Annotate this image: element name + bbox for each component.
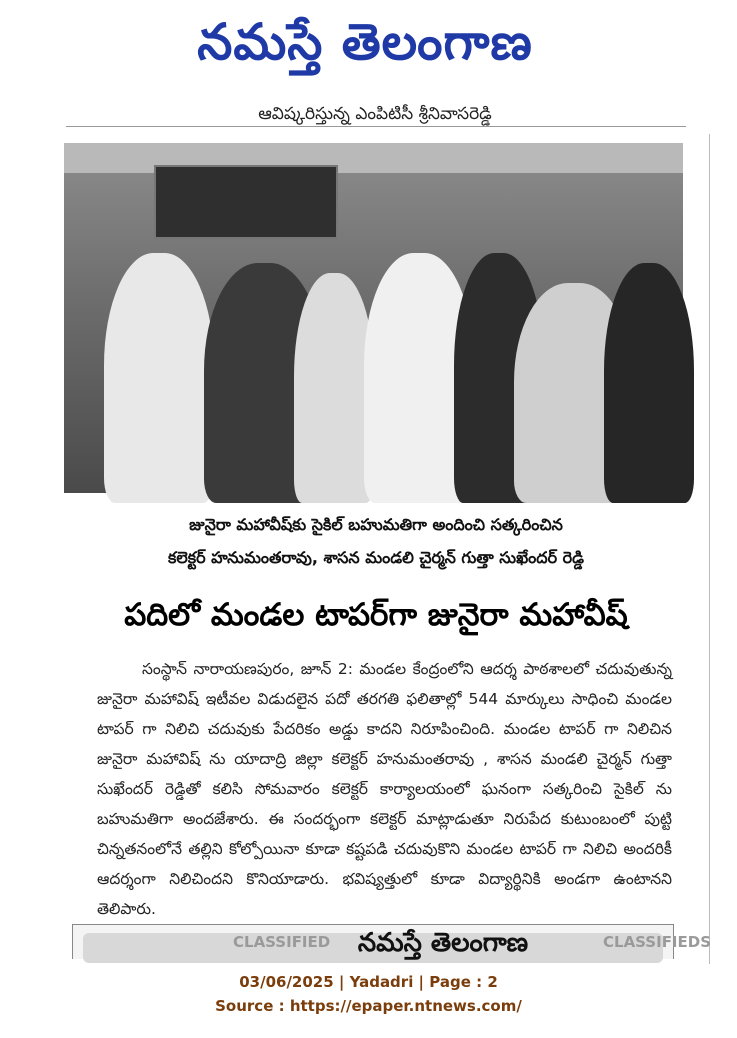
ad-left-label: CLASSIFIED xyxy=(233,933,331,951)
photo-person xyxy=(604,263,694,503)
ad-right-label: CLASSIFIEDS xyxy=(603,933,712,951)
caption-line-1: జునైరా మహావీష్‌కు సైకిల్ బహుమతిగా అందించి సత్కరించిన xyxy=(189,515,563,534)
photo-banner xyxy=(154,165,338,239)
photo-caption xyxy=(66,508,686,574)
cut-off-caption: ఆవిష్కరిస్తున్న ఎంపిటిసీ శ్రీనివాసరెడ్డి xyxy=(258,104,492,124)
masthead-title: నమస్తే తెలంగాణ xyxy=(197,13,533,71)
classified-ad-strip xyxy=(72,924,712,959)
footer-source-link[interactable]: Source : https://epaper.ntnews.com/ xyxy=(215,997,522,1015)
top-divider xyxy=(66,126,686,127)
article-headline: పదిలో మండల టాపర్‌గా జునైరా మహావీష్ xyxy=(124,597,628,633)
article-body: సంస్థాన్ నారాయణపురం, జూన్ 2: మండల కేంద్రంలోని ఆదర్శ పాఠశాలలో చదువుతున్న జునైరా మహావిష్ ఇటీవల విడుదలైన పదో తరగతి ఫలితాల్లో 544 మార్కులు సాధించి మండల టాపర్ గా నిలిచి చదువుకు పేదరికం అడ్డు కాదని నిరూపించింది. మండల టాపర్ గా నిలిచిన జునైరా మహావిష్ ను యాదాద్రి జిల్లా కలెక్టర్ హనుమంతరావు , శాసన మండలి చైర్మన్ గుత్తా సుఖేందర్ రెడ్డితో కలిసి సోమవారం కలెక్టర్ కార్యాలయంలో ఘనంగా సత్కరించి సైకిల్ ను బహుమతిగా అందజేశారు. ఈ సందర్భంగా కలెక్టర్ మాట్లాడుతూ నిరుపేద కుటుంబంలో పుట్టి చిన్నతనంలోనే తల్లిని కోల్పోయినా కూడా కష్టపడి చదువుకొని మండల టాపర్ గా నిలిచి అందరికీ ఆదర్శంగా నిలిచిందని కొనియాడారు. భవిష్యత్తులో కూడా విద్యార్థినికి అండగా ఉంటానని తెలిపారు. xyxy=(97,660,672,918)
column-divider xyxy=(709,134,710,964)
photo-person xyxy=(294,273,374,503)
caption-line-2: కలెక్టర్ హనుమంతరావు, శాసన మండలి చైర్మన్ గుత్తా సుఖేందర్ రెడ్డి xyxy=(168,548,584,567)
ad-title: నమస్తే తెలంగాణ xyxy=(357,928,529,958)
news-photo xyxy=(64,143,683,493)
photo-person xyxy=(104,253,214,503)
footer-date-edition: 03/06/2025 | Yadadri | Page : 2 xyxy=(239,973,498,991)
